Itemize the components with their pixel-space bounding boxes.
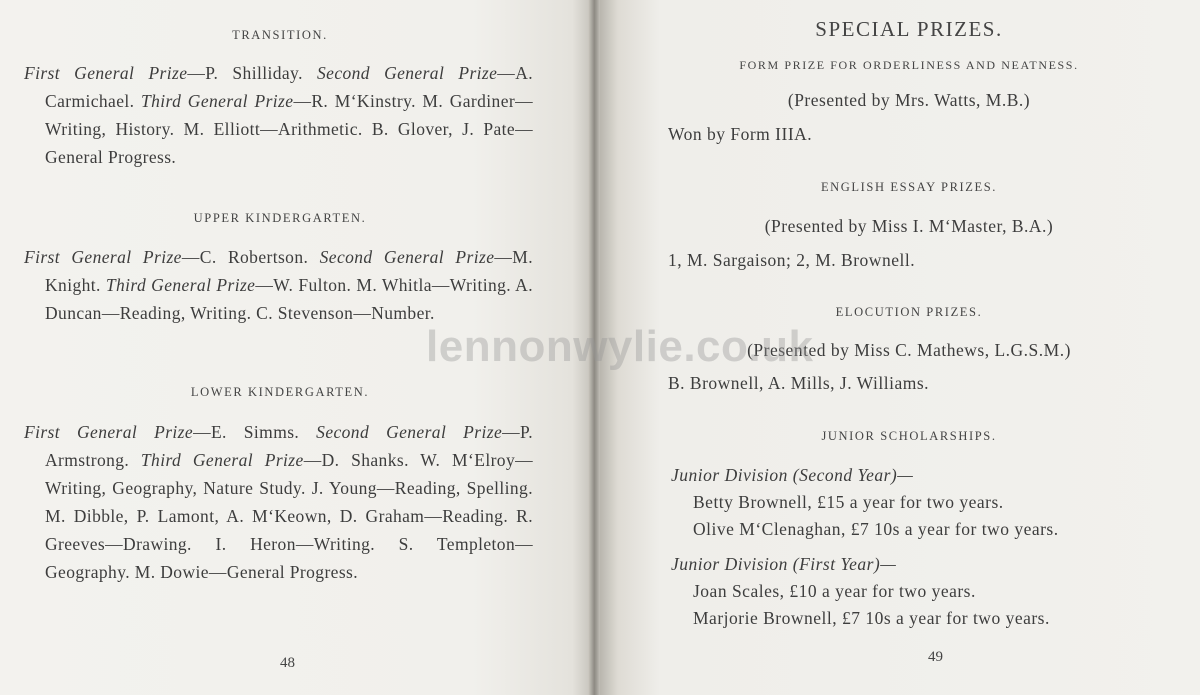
watermark-text: lennonwylie.co.uk: [426, 322, 814, 371]
junior-second-year-label: Junior Division (Second Year)—: [671, 465, 914, 485]
special-prizes-title: SPECIAL PRIZES.: [815, 17, 1003, 41]
form-prize-presenter: (Presented by Mrs. Watts, M.B.): [787, 90, 1031, 110]
elocution-heading: ELOCUTION PRIZES.: [835, 305, 983, 319]
page-number-left: 48: [280, 655, 295, 671]
english-essay-presenter: (Presented by Miss I. M‘Master, B.A.): [764, 216, 1054, 236]
upper-kindergarten-prizes: First General Prize—C. Robertson. Second General Prize—M. Knight. Third General Prize—W. Fulton. M. Whitla—Writing. A. Duncan—Reading, Writing. C. Stevenson—Number.: [24, 247, 533, 323]
junior-scholarships-heading: JUNIOR SCHOLARSHIPS.: [821, 429, 997, 443]
elocution-winners: B. Brownell, A. Mills, J. Williams.: [668, 373, 930, 393]
lower-kindergarten-prizes: First General Prize—E. Simms. Second General Prize—P. Armstrong. Third General Prize—D. Shanks. W. M‘Elroy—Writing, Geography, Nature Study. J. Young—Reading, Spelling. M. Dibble, P. Lamont, A. M‘Keown, D. Graham—Reading. R. Greeves—Drawing. I. Heron—Writing. S. Templeton—Geography. M. Dowie—General Progress.: [24, 422, 534, 582]
junior-second-year-award-1: Betty Brownell, £15 a year for two years.: [693, 492, 1004, 512]
upper-kindergarten-heading: UPPER KINDERGARTEN.: [193, 211, 367, 225]
transition-prizes: First General Prize—P. Shilliday. Second General Prize—A. Carmichael. Third General Prize—R. M‘Kinstry. M. Gardiner—Writing, History. M. Elliott—Arithmetic. B. Glover, J. Pate—General Progress.: [24, 63, 534, 167]
english-essay-heading: ENGLISH ESSAY PRIZES.: [820, 180, 998, 194]
page-number-right: 49: [928, 649, 943, 665]
form-prize-heading: FORM PRIZE FOR ORDERLINESS AND NEATNESS.: [739, 58, 1079, 72]
transition-heading: TRANSITION.: [232, 28, 328, 42]
junior-second-year-award-2: Olive M‘Clenaghan, £7 10s a year for two years.: [693, 519, 1059, 539]
junior-first-year-award-1: Joan Scales, £10 a year for two years.: [693, 581, 976, 601]
right-page: [600, 0, 1200, 695]
form-prize-winner: Won by Form IIIA.: [668, 124, 813, 144]
english-essay-winners: 1, M. Sargaison; 2, M. Brownell.: [668, 250, 916, 270]
elocution-presenter: (Presented by Miss C. Mathews, L.G.S.M.): [747, 340, 1071, 360]
junior-first-year-label: Junior Division (First Year)—: [671, 554, 897, 574]
lower-kindergarten-heading: LOWER KINDERGARTEN.: [190, 385, 370, 399]
junior-first-year-award-2: Marjorie Brownell, £7 10s a year for two years.: [693, 608, 1050, 628]
left-page: [0, 0, 590, 695]
